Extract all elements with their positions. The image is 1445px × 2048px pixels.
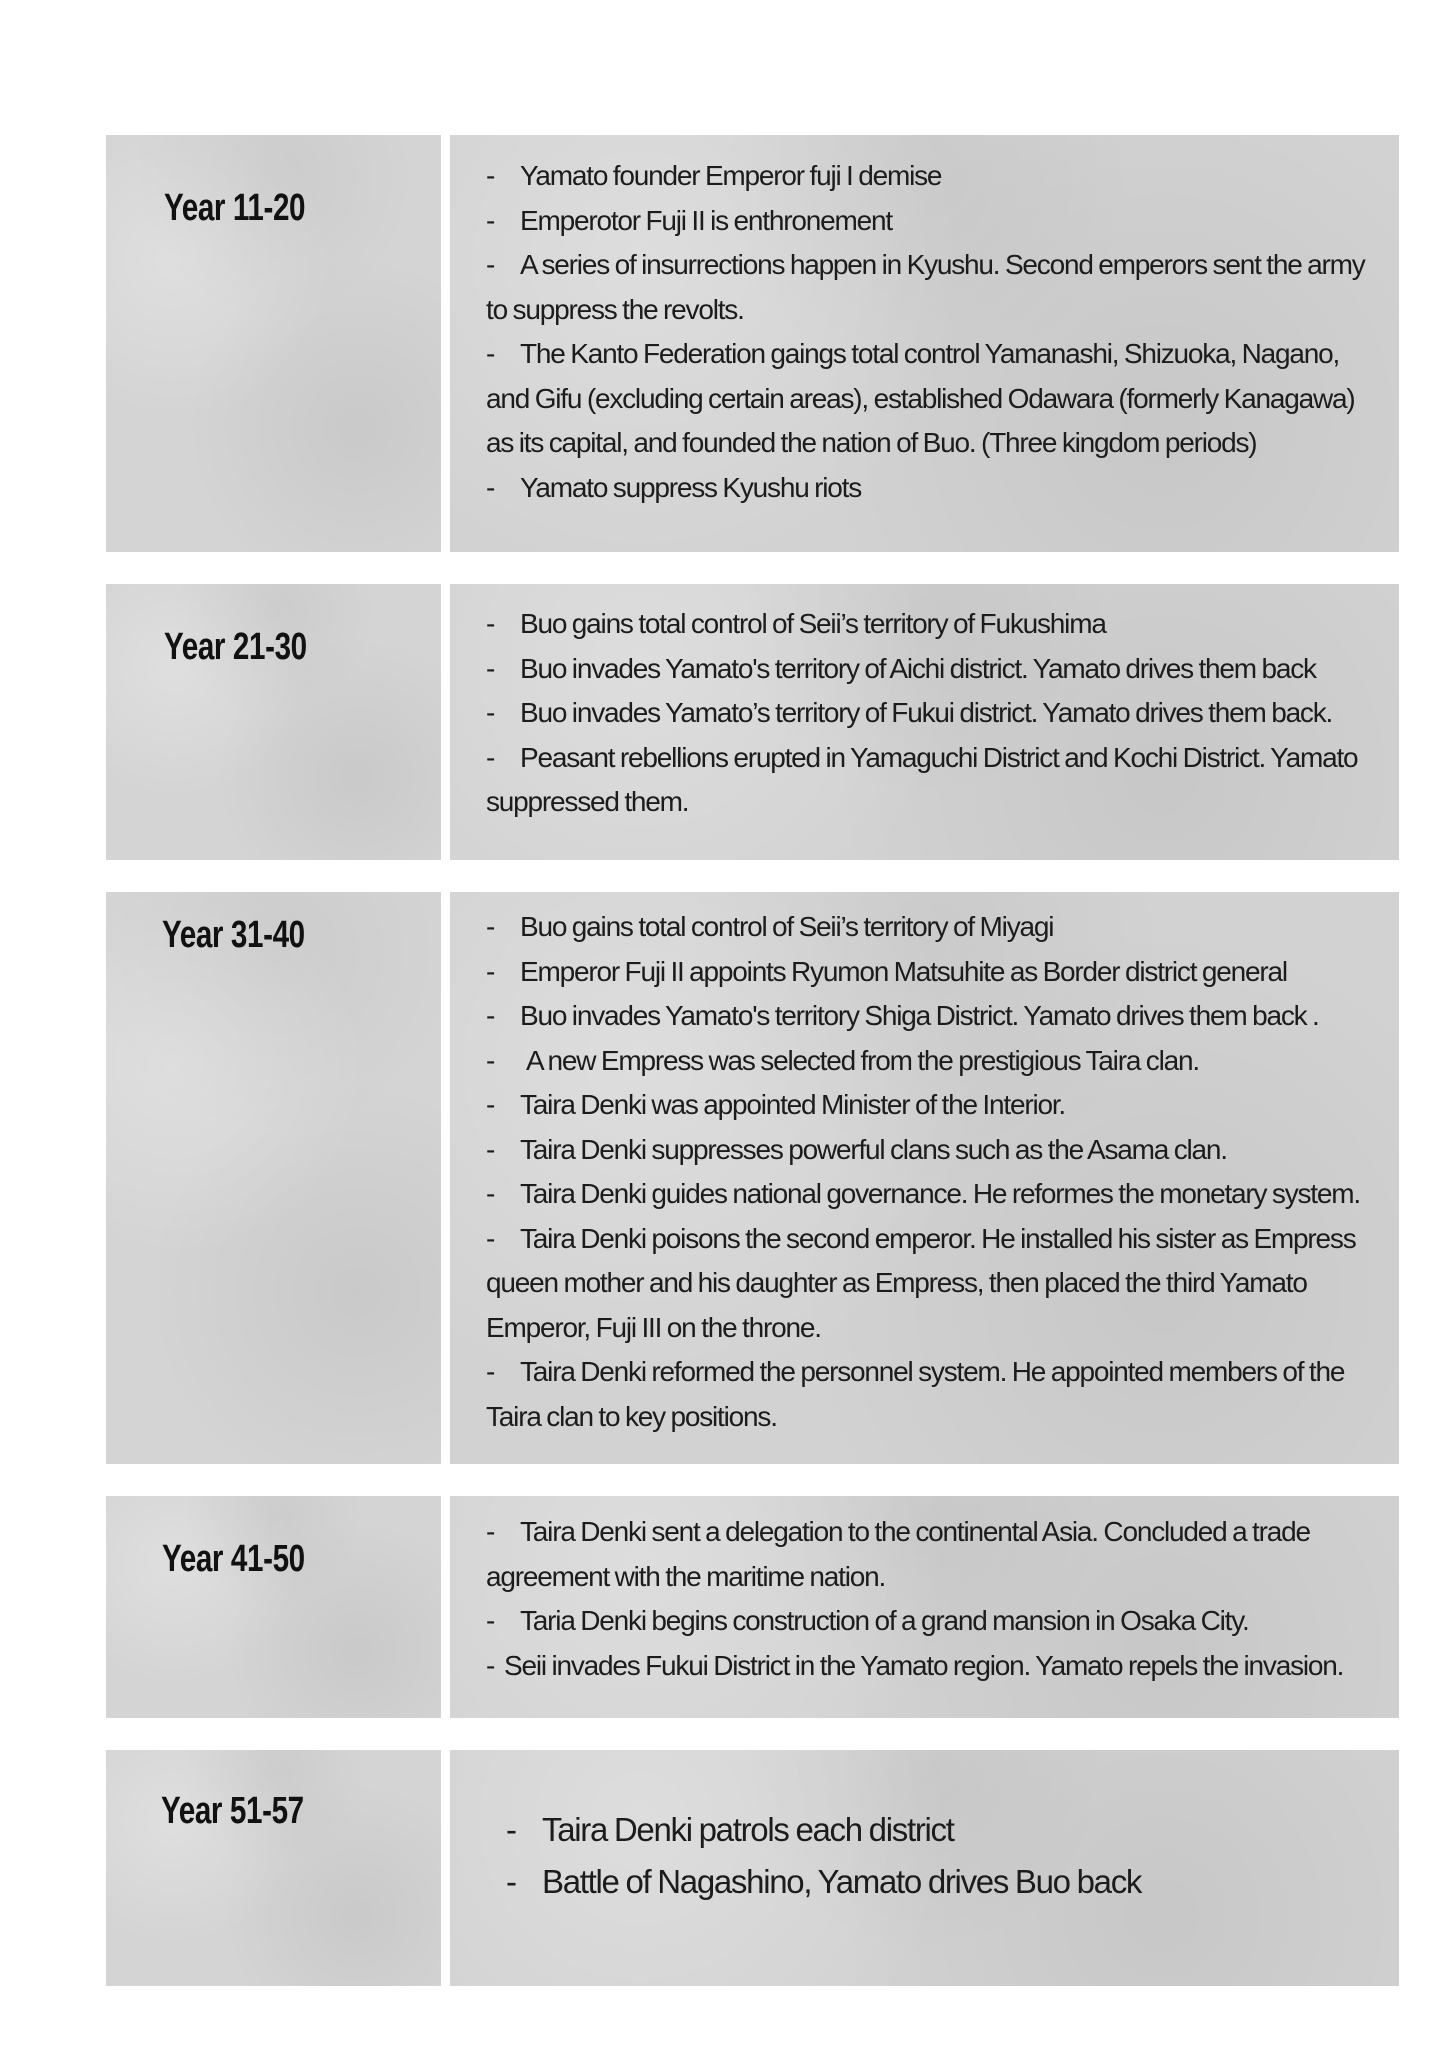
year-label: Year 41-50 — [162, 1538, 305, 1580]
event-item — [486, 1350, 1375, 1439]
event-text: Buo invades Yamato's territory Shiga District. Yamato drives them back . — [520, 1000, 1319, 1031]
timeline-row-year-21-30 — [106, 584, 1399, 860]
event-text: Taira Denki guides national governance. He reformes the monetary system. — [520, 1178, 1360, 1209]
bullet-dash: - — [486, 160, 495, 191]
event-text: Taira Denki was appointed Minister of the Interior. — [520, 1089, 1065, 1120]
bullet-dash: - — [486, 1178, 495, 1209]
bullet-dash: - — [486, 1044, 495, 1076]
event-text: A series of insurrections happen in Kyushu. Second emperors sent the army to suppress the revolts. — [486, 249, 1365, 325]
event-item — [486, 1644, 1375, 1689]
events-list — [506, 1804, 1375, 1908]
events-list — [486, 602, 1375, 825]
year-cell — [106, 584, 441, 860]
event-item — [506, 1804, 1375, 1856]
timeline-row-year-51-57 — [106, 1750, 1399, 1986]
bullet-dash: - — [486, 338, 495, 369]
bullet-dash: - — [486, 1605, 495, 1636]
bullet-dash: - — [506, 1863, 516, 1900]
event-text: A new Empress was selected from the prestigious Taira clan. — [526, 1044, 1199, 1076]
events-list — [486, 905, 1375, 1439]
year-cell — [106, 1496, 441, 1718]
event-item — [486, 647, 1375, 692]
event-text: Buo invades Yamato’s territory of Fukui district. Yamato drives them back. — [520, 697, 1333, 728]
event-item — [486, 602, 1375, 647]
event-item — [486, 154, 1375, 199]
events-cell — [450, 1496, 1399, 1718]
bullet-dash: - — [486, 204, 495, 236]
bullet-dash: - — [486, 1516, 495, 1547]
bullet-dash: - — [486, 697, 495, 728]
event-item — [486, 199, 1375, 244]
event-item — [486, 1172, 1375, 1217]
year-label: Year 11-20 — [164, 187, 306, 229]
event-text: Taira Denki poisons the second emperor. He installed his sister as Empress queen mother and his daughter as Empress, then placed the third Yamato Emperor, Fuji III on the throne. — [486, 1222, 1356, 1343]
event-text: Buo invades Yamato's territory of Aichi district. Yamato drives them back — [520, 652, 1316, 684]
event-item — [486, 950, 1375, 995]
events-cell — [450, 135, 1399, 552]
event-text: Taira Denki patrols each district — [542, 1811, 954, 1848]
events-list — [486, 154, 1375, 510]
event-item — [486, 691, 1375, 736]
events-cell — [450, 1750, 1399, 1986]
event-item — [506, 1856, 1375, 1908]
event-item — [486, 466, 1375, 511]
timeline-row-year-31-40 — [106, 892, 1399, 1464]
bullet-dash: - — [486, 955, 495, 987]
event-item — [486, 994, 1375, 1039]
bullet-dash: - — [486, 741, 495, 773]
event-text: Taira Denki sent a delegation to the continental Asia. Concluded a trade agreement with the maritime nation. — [486, 1516, 1310, 1592]
year-label: Year 51-57 — [161, 1790, 304, 1832]
event-text: Buo gains total control of Seii’s territory of Miyagi — [520, 911, 1054, 942]
event-text: Buo gains total control of Seii’s territory of Fukushima — [520, 608, 1106, 639]
bullet-dash: - — [486, 1222, 495, 1254]
event-text: Taira Denki suppresses powerful clans such as the Asama clan. — [520, 1133, 1227, 1165]
event-item — [486, 1599, 1375, 1644]
event-item — [486, 1217, 1375, 1351]
event-text: Taira Denki reformed the personnel system. He appointed members of the Taira clan to key positions. — [486, 1356, 1345, 1432]
year-label: Year 31-40 — [162, 914, 305, 956]
timeline-row-year-11-20 — [106, 135, 1399, 552]
bullet-dash: - — [486, 249, 495, 280]
event-item — [486, 1039, 1375, 1084]
bullet-dash: - — [486, 608, 495, 639]
event-item — [486, 905, 1375, 950]
event-item — [486, 1128, 1375, 1173]
year-cell — [106, 1750, 441, 1986]
event-item — [486, 332, 1375, 466]
events-cell — [450, 584, 1399, 860]
event-text: Battle of Nagashino, Yamato drives Buo back — [542, 1863, 1142, 1900]
event-text: Peasant rebellions erupted in Yamaguchi District and Kochi District. Yamato suppressed them. — [486, 741, 1358, 817]
bullet-dash: - — [486, 1089, 495, 1120]
event-text: The Kanto Federation gaings total control Yamanashi, Shizuoka, Nagano, and Gifu (excluding certain areas), established Odawara (formerly Kanagawa) as its capital, and founded the nation of Buo. (Three kingdom periods) — [486, 338, 1355, 458]
event-text: Emperor Fuji II appoints Ryumon Matsuhite as Border district general — [520, 955, 1287, 987]
event-text: Yamato founder Emperor fuji I demise — [520, 160, 942, 191]
event-item — [486, 1083, 1375, 1128]
event-text: Emperotor Fuji II is enthronement — [520, 204, 892, 236]
event-text: Yamato suppress Kyushu riots — [520, 471, 862, 503]
year-cell — [106, 135, 441, 552]
event-item — [486, 1510, 1375, 1599]
event-text: Taria Denki begins construction of a grand mansion in Osaka City. — [520, 1605, 1249, 1636]
bullet-dash: - — [486, 1356, 495, 1387]
event-item — [486, 736, 1375, 825]
event-text: Seii invades Fukui District in the Yamato region. Yamato repels the invasion. — [504, 1649, 1344, 1681]
bullet-dash: - — [486, 1649, 495, 1681]
bullet-dash: - — [486, 652, 495, 684]
events-list — [486, 1510, 1375, 1688]
timeline-row-year-41-50 — [106, 1496, 1399, 1718]
bullet-dash: - — [506, 1811, 516, 1848]
year-cell — [106, 892, 441, 1464]
year-label: Year 21-30 — [164, 626, 307, 668]
bullet-dash: - — [486, 1000, 495, 1031]
events-cell — [450, 892, 1399, 1464]
bullet-dash: - — [486, 911, 495, 942]
bullet-dash: - — [486, 1133, 495, 1165]
bullet-dash: - — [486, 471, 495, 503]
event-item — [486, 243, 1375, 332]
